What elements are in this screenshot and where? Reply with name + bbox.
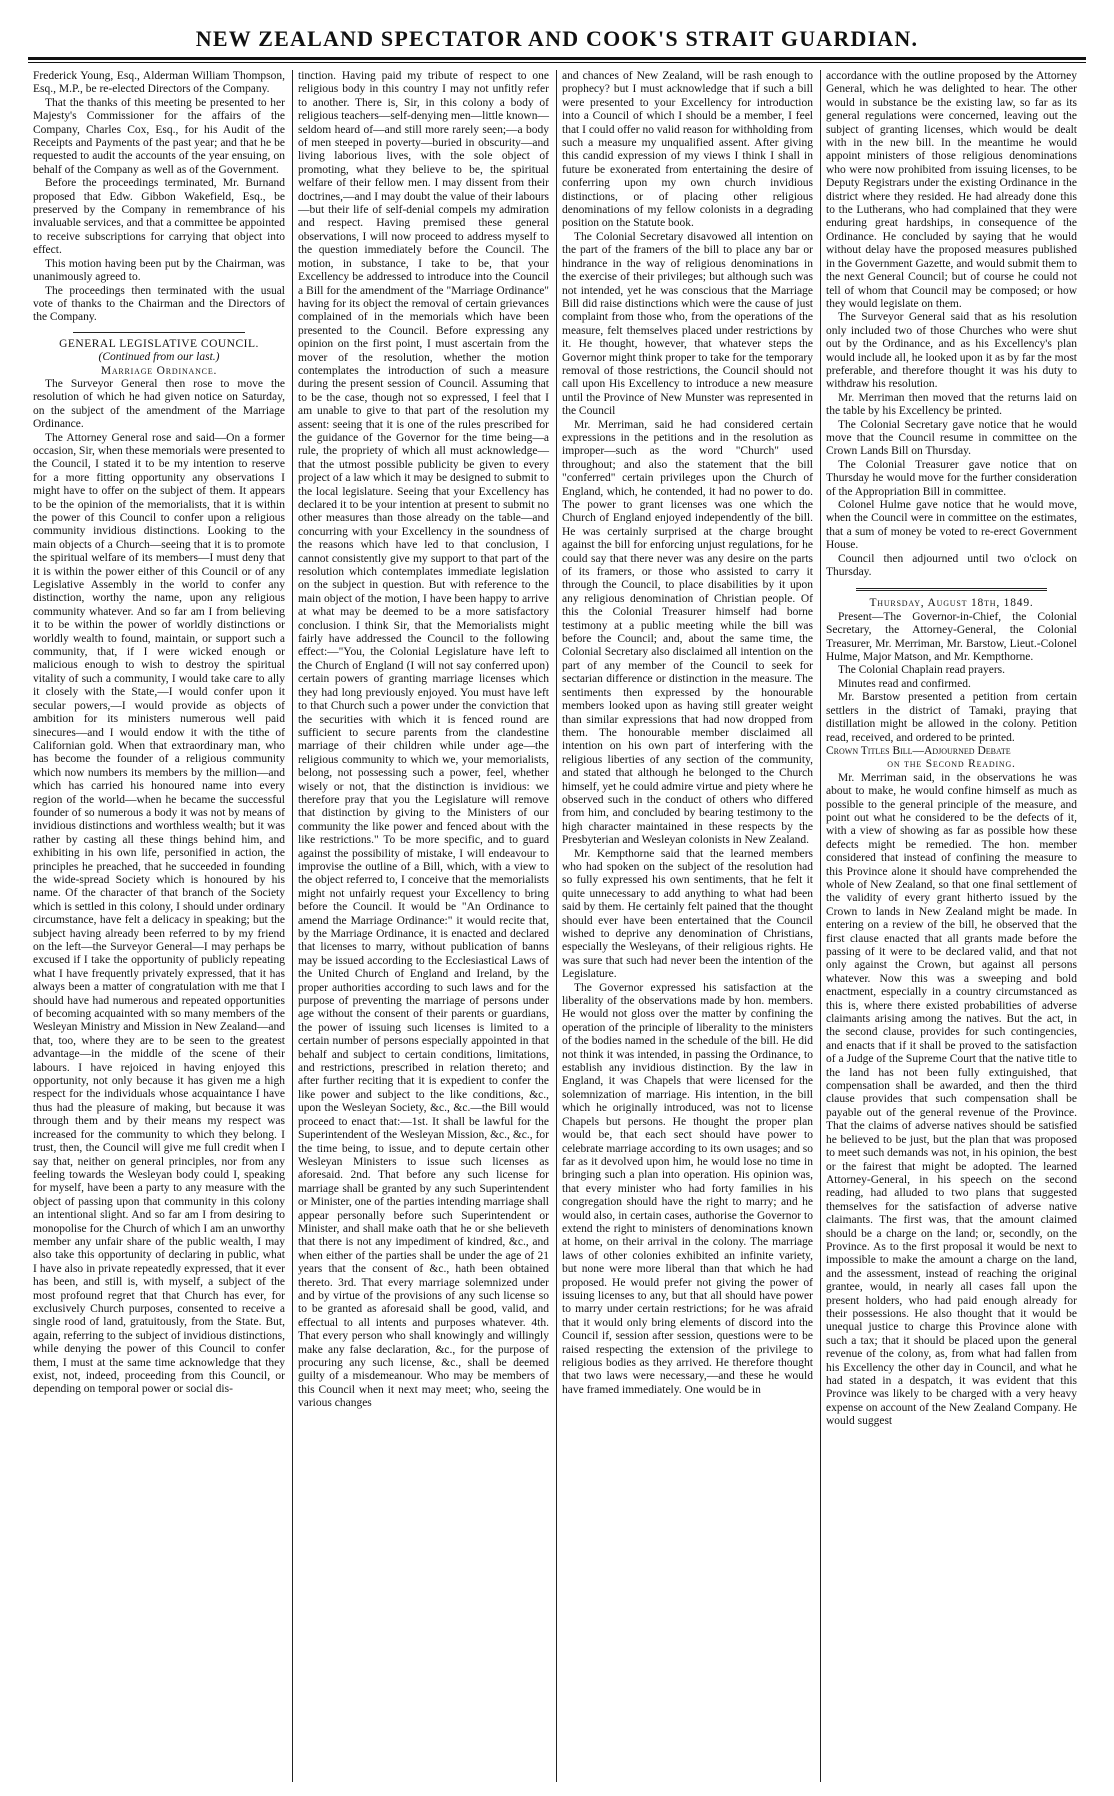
paragraph: Frederick Young, Esq., Alderman William Thompson, Esq., M.P., be re-elected Directors of the Company. — [33, 70, 285, 96]
column-1 — [28, 70, 292, 1782]
paragraph: The Colonial Secretary gave notice that he would move that the Council resume in committee on the Crown Lands Bill on Thursday. — [826, 418, 1077, 458]
paragraph: Minutes read and confirmed. — [838, 677, 971, 690]
paragraph: Mr. Barstow presented a petition from certain settlers in the district of Tamaki, praying that distillation might be allowed in the colony. Petition read, received, and ordered to be printed. — [826, 691, 1077, 744]
column-4-lead-paragraphs — [826, 70, 1077, 579]
paragraph: The Attorney General rose and said—On a former occasion, Sir, when these memorials were presented to the Council, I stated it to be my intention to reserve for a more fitting opportunity any observations I might have to offer on the subject of them. It appears to be the opinion of the memorialists, that it is within the power of this Council to confer upon a religious community invidious distinctions. Looking to the main objects of a Church—seeing that it is to promote the spiritual welfare of its members—I must deny that it is within the power either of this Council or of any Legislative Assembly in the world to confer any distinction, worthy the name, upon any religious community whatever. And so far am I from believing it to be within the power of worldly distinctions or worldly wealth to found, maintain, or support such a community, that, if I were wicked enough or malicious enough to wish to destroy the spiritual vitality of such a community, I would take care to ally it closely with the State,—I would confer upon it secular powers,—I would provide as objects of ambition for its ministers numerous well paid sinecures—and I would endow it with the tithe of Californian gold. When that extraordinary man, who has become the founder of a religious community which now numbers its members by the million—and which has carried his honoured name into every region of the world—when he became the successful founder of so numerous a body it was not by means of invidious distinctions and worthless wealth; but it was rather by casting all these things behind him, and exhibiting in his own life, personified in action, the principles he preached, that he succeeded in founding the wide-spread Society which is honoured by his name. Of the character of that branch of the Society which is settled in this colony, I should under ordinary circumstance, have felt a delicacy in speaking; but the subject having already been referred to by my friend on the left—the Surveyor General—I may perhaps be excused if I take the opportunity of publicly repeating what I have frequently privately expressed, that it has always been a matter of congratulation with me that I should have had numerous and repeated opportunities of becoming acquainted with so many members of the Wesleyan Ministry and Mission in New Zealand—and that, too, where they are to be seen to the greatest advantage—in the middle of the scene of their labours. I have rejoiced in having enjoyed this opportunity, not only because it has given me a high respect for the individuals whose acquaintance I have thus had the pleasure of making, but because it was through them and by their means my respect was increased for the community to which they belong. I trust, then, the Council will give me full credit when I say that, neither on general principles, nor from any feeling towards the Wesleyan body could I, speaking for myself, have been a party to any measure with the object of passing upon that community in this colony an intentional slight. And so far am I from desiring to monopolise for the Church of which I am an unworthy member any unfair share of the public wealth, I may also take this opportunity of declaring in public, what I have also in private repeatedly expressed, that it ever has been, and still is, with myself, a subject of the most profound regret that that Church has ever, for exclusively Church purposes, consented to receive a single rood of land, gratuitously, from the State. But, again, referring to the subject of invidious distinctions, while denying the power of this Council to confer them, I must at the same time acknowledge that they exist, not, indeed, proceeding from this Council, or depending on temporal power or social dis- — [33, 431, 285, 1396]
masthead-title: NEW ZEALAND SPECTATOR AND COOK'S STRAIT GUARDIAN. — [195, 26, 919, 51]
paragraph: Mr. Merriman then moved that the returns laid on the table by his Excellency be printed. — [826, 391, 1077, 418]
masthead-rule-thick — [28, 57, 1086, 60]
paragraph: Council then adjourned until two o'clock on Thursday. — [826, 552, 1077, 579]
paragraph: Present—The Governor-in-Chief, the Colonial Secretary, the Attorney-General, the Colonial Treasurer, Mr. Merriman, Mr. Barstow, Lieut.-Colonel Hulme, Major Matson, and Mr. Kempthorne. — [826, 610, 1077, 664]
column-2 — [292, 70, 556, 1782]
paragraph: and chances of New Zealand, will be rash enough to prophecy? but I must acknowledge that if such a bill were presented to your Excellency for introduction into a Council of which I should be a member, I feel that I could offer no valid reason for withholding from such a measure my unqualified assent. After giving this candid expression of my views I think I shall in future be exonerated from entertaining the desire of conferring upon my own church invidious distinctions, or of placing other religious denominations of my fellow colonists in a degrading position on the Statute book. — [562, 70, 813, 230]
column-1-lead-paragraphs — [33, 70, 285, 325]
paragraph: The Colonial Secretary disavowed all intention on the part of the framers of the bill to place any bar or hindrance in the way of religious denominations in the exercise of their privileges; but although such was not intended, yet he was conscious that the Marriage Bill did raise distinctions which were the cause of just complaint from those who, from the operations of the measure, felt themselves placed under restrictions by it. He thought, however, that whatever steps the Governor might think proper to take for the temporary removal of those restrictions, the Council should not call upon His Excellency to introduce a new measure until the Province of New Munster was represented in the Council — [562, 230, 813, 418]
column-4-proceedings — [826, 611, 1077, 745]
newspaper-columns — [28, 70, 1086, 1782]
paragraph: The Colonial Treasurer gave notice that on Thursday he would move for the further consideration of the Appropriation Bill in committee. — [826, 458, 1077, 498]
crown-titles-heading: Crown Titles Bill—Adjourned Debate — [826, 744, 1011, 757]
masthead-rule-thin — [28, 62, 1086, 63]
paragraph: This motion having been put by the Chairman, was unanimously agreed to. — [33, 257, 285, 284]
paragraph: The Surveyor General then rose to move the resolution of which he had given notice on Saturday, on the subject of the amendment of the Marriage Ordinance. — [33, 377, 285, 431]
paragraph: Mr. Merriman said, in the observations he was about to make, he would confine himself as much as possible to the general principle of the measure, and point out what he considered to be the defects of it, with a view of showing as far as possible how these defects might be remedied. The hon. member considered that instead of confining the measure to this Province alone it should have comprehended the whole of New Zealand, so that one final settlement of the validity of every grant hitherto issued by the Crown to lands in New Zealand might be made. In entering on a review of the bill, he observed that the first clause enacted that all grants made before the passing of it were to be declared valid, and that not only against the Crown, but against all persons whatever. Now this was a sweeping and bold enactment, especially in a country circumstanced as this is, where there existed probabilities of adverse claimants arising among the natives. But the act, in the second clause, provides for such contingencies, and enacts that if it shall be proved to the satisfaction of a Judge of the Supreme Court that the native title to the land has not been fully extinguished, that compensation shall be awarded, and then the third clause provides that such compensation shall be payable out of the general revenue of the Province. That the claims of adverse natives should be satisfied he believed to be just, but the plan that was proposed to meet such demands was not, in his opinion, the best or the fairest that might be adopted. The learned Attorney-General, in his speech on the second reading, had alluded to two plans that suggested themselves for the satisfaction of adverse native claimants. The first was, that the amount claimed should be a charge on the land; or, secondly, on the Province. As to the first proposal it would be next to impossible to make the amount a charge on the land, and the assessment, instead of reaching the original grantee, would, in nearly all cases fall upon the present holders, who had paid enough already for their possessions. He also thought that it would be unequal justice to charge this Province alone with such a tax; that it should be placed upon the general revenue of the colony, as, from what had fallen from his Excellency the other day in Council, and what he had stated in a despatch, it was evident that this Province was likely to be charged with a very heavy expense on account of the New Zealand Company. He would suggest — [826, 771, 1077, 1428]
column-4 — [820, 70, 1084, 1782]
section-title: GENERAL LEGISLATIVE COUNCIL. — [59, 337, 259, 350]
paragraph: That the thanks of this meeting be presented to her Majesty's Commissioner for the affairs of the Company, Charles Cox, Esq., for his Audit of the Receipts and Payments of the past year; and that he be requested to audit the accounts of the year ensuing, on behalf of the Company as well as of the Government. — [33, 96, 285, 176]
paragraph: The proceedings then terminated with the usual vote of thanks to the Chairman and the Directors of the Company. — [33, 284, 285, 324]
paragraph: The Colonial Chaplain read prayers. — [838, 664, 1006, 677]
column-4-debate-paragraphs — [826, 772, 1077, 1429]
paragraph: tinction. Having paid my tribute of respect to one religious body in this country I may not unfitly refer to another. There is, Sir, in this colony a body of religious teachers—self-denying men—little known—seldom heard of—and still more rarely seen;—a body of men steeped in poverty—buried in obscurity—and living laborious lives, with the sole object of promoting, what they believe to be, the spiritual welfare of their fellow men. I may dissent from their doctrines,—and I may doubt the value of their labours—but their life of self-denial compels my admiration and respect. Having premised these general observations, I will now proceed to address myself to the question immediately before the Council. The motion, in substance, I take to be, that your Excellency be addressed to introduce into the Council a Bill for the amendment of the "Marriage Ordinance" having for its object the removal of certain grievances complained of in the memorials which have been presented to the Council. Before expressing any opinion on the first point, I must ascertain from the mover of the resolution, whether the motion contemplates the introduction of such a measure during the present session of Council. Assuming that to be the case, though not so expressed, I feel that I am unable to give to that part of the resolution my assent: seeing that it is one of the rules prescribed for the guidance of the Governor for the time being—a rule, the propriety of which all must acknowledge—that the utmost possible publicity be given to every project of a law which it may be designed to submit to the local legislature. Seeing that your Excellency has declared it to be your intention at present to submit no other measures than those already on the table—and concurring with your Excellency in the soundness of the reasons which have led to that conclusion, I cannot consistently give my support to that part of the resolution which contemplates immediate legislation on the subject in question. But with reference to the main object of the motion, I have been happy to arrive at what may be deemed to be a more satisfactory conclusion. I think Sir, that the Memorialists might fairly have addressed the Council to the following effect:—"You, the Colonial Legislature have left to the Church of England (I will not say conferred upon) certain powers of granting marriage licenses which they had long previously enjoyed. You must have left to that Church such a power under the conviction that the securities with which it is fenced round are sufficient to secure parents from the clandestine marriage of their children while under age—the religious community to which we, your memorialists, belong, not possessing such a power, feel, whether wisely or not, that the distinction is invidious: we therefore pray that you the Legislature will remove that distinction by giving to the Ministers of our community the like power and fenced about with the like restrictions." To be more specific, and to guard against the possibility of mistake, I will endeavour to improvise the outline of a Bill, which, with a view to the object referred to, I conceive that the memorialists might not unfairly request your Excellency to bring before the Council. It would be "An Ordinance to amend the Marriage Ordinance:" it would recite that, by the Marriage Ordinance, it is enacted and declared that licenses to marry, without publication of banns may be issued according to the Ecclesiastical Laws of the United Church of England and Ireland, by the proper authorities according to such laws and for the purpose of preventing the marriage of persons under age without the consent of their parents or guardians, the power of issuing such licenses is limited to a certain number of persons especially appointed in that behalf and subject to certain conditions, limitations, and restrictions, prescribed in relation thereto; and after further reciting that it is expedient to confer the like power and subject to the like conditions, &c., upon the Wesleyan Society, &c., &c.—the Bill would proceed to enact that:—1st. It shall be lawful for the Superintendent of the Wesleyan Mission, &c., &c., for the time being, to issue, and to depute certain other Wesleyan Ministers to issue such licenses as aforesaid. 2nd. That before any such license for marriage shall be granted by any such Superintendent or Minister, one of the parties intending marriage shall appear personally before such Superintendent or Minister, and shall make oath that he or she believeth that there is not any impediment of kindred, &c., and when either of the parties shall be under the age of 21 years that the consent of &c., hath been obtained thereto. 3rd. That every marriage solemnized under and by virtue of the provisions of any such license so to be granted as aforesaid shall be good, valid, and effectual to all intents and purposes whatever. 4th. That every person who shall knowingly and willingly make any false declaration, &c., for the purpose of procuring any such license, &c., shall be deemed guilty of a misdemeanour. Who may be members of this Council when it next may meet; who, seeing the various changes — [298, 70, 549, 1410]
column-2-paragraphs — [298, 70, 549, 1411]
column-3-paragraphs — [562, 70, 813, 1397]
subsection-title: Marriage Ordinance. — [100, 364, 218, 377]
date-divider — [856, 588, 1047, 591]
date-heading: Thursday, August 18th, 1849. — [869, 597, 1034, 610]
paragraph: Colonel Hulme gave notice that he would move, when the Council were in committee on the estimates, that a sum of money be voted to re-erect Government House. — [826, 499, 1077, 552]
paragraph: Before the proceedings terminated, Mr. Burnand proposed that Edw. Gibbon Wakefield, Esq., be preserved by the Company in remembrance of his invaluable services, and that a committee be appointed to receive subscriptions for carrying that object into effect. — [33, 177, 285, 257]
paragraph: Mr. Merriman, said he had considered certain expressions in the petitions and in the resolution as improper—such as the word "Church" used throughout; and also the statement that the bill "conferred" certain privileges upon the Church of England, which, he contended, it had no power to do. The power to grant licenses was one which the Church of England enjoyed independently of the bill. He was certainly surprised at the charge brought against the bill for enforcing unjust regulations, for he could say that there never was any desire on the parts of its framers, or those who assisted to carry it through the Council, to place disabilities by it upon any religious denomination of Christian people. Of this the Colonial Treasurer himself had borne testimony at a public meeting while the bill was before the Council; and, about the same time, the Colonial Secretary also disclaimed all intention on the part of any member of the Council to seek for sectarian difference or distinction in the measure. The sentiments then expressed by the honourable members looked upon as having still greater weight than similar expressions that had now dropped from them. The honourable member disclaimed all intention on his own part of interfering with the religious liberties of any section of the community, and stated that although he belonged to the Church himself, yet he could admire virtue and piety where he observed such in the conduct of others who differed from him, and concluded by bearing testimony to the high character maintained in these respects by the Presbyterian and Wesleyan colonists in New Zealand. — [562, 418, 813, 847]
paragraph: accordance with the outline proposed by the Attorney General, which he was delighted to hear. The other would in substance be the existing law, so far as its general regulations were concerned, leaving out the subject of granting licenses, which would be dealt with in the new bill. In the meantime he would appoint ministers of those religious denominations who were now prohibited from issuing licenses, to be Deputy Registrars under the existing Ordinance in the district where they resided. He had already done this to the Lutherans, who had complained that they were enduring great hardships, in consequence of the Ordinance. He concluded by saying that he would without delay have the proposed measures published in the Government Gazette, and would submit them to the next General Council; but of course he could not tell of whom that Council may be composed; or how they would legislate on them. — [826, 70, 1077, 310]
paragraph: Mr. Kempthorne said that the learned members who had spoken on the subject of the resolution had so fully expressed his own sentiments, that he felt it quite unnecessary to add anything to what had been said by them. He certainly felt pained that the thought should ever have been entertained that the Council wished to deprive any denomination of Christians, especially the Wesleyans, of their religious rights. He was sure that such had never been the intention of the Legislature. — [562, 847, 813, 981]
column-1-body-paragraphs — [33, 378, 285, 1397]
section-subtitle: (Continued from our last.) — [98, 351, 220, 364]
column-3 — [556, 70, 820, 1782]
crown-titles-subheading: on the Second Reading. — [887, 758, 1016, 771]
paragraph: The Surveyor General said that as his resolution only included two of those Churches who were shut out by the Ordinance, and as his Excellency's plan would include all, he looked upon it as by far the most preferable, and therefore thought it was his duty to withdraw his resolution. — [826, 311, 1077, 391]
paragraph: The Governor expressed his satisfaction at the liberality of the observations made by hon. members. He would not gloss over the matter by confining the operation of the principle of liberality to the ministers of the bodies named in the schedule of the bill. He did not think it was intended, in passing the Ordinance, to establish any invidious distinction. By the law in England, it was Chapels that were licensed for the solemnization of marriage. His intention, in the bill which he originally introduced, was not to license Chapels but persons. He thought the proper plan would be, that each sect should have power to celebrate marriage according to its own usages; and so far as it devolved upon him, he would lose no time in bringing such a plan into operation. His opinion was, that every minister who had forty families in his congregation should have the right to marry; and he would also, in certain cases, authorise the Governor to extend the right to ministers of denominations known at home, on their arrival in the colony. The marriage laws of other colonies exhibited an infinite variety, but none were more liberal than that which he had proposed. He would prefer not giving the power of issuing licenses to any, but that all should have power to marry under certain restrictions; for he was afraid that it would only bring elements of discord into the Council if, session after session, questions were to be raised respecting the extension of the privilege to religious bodies as they arrived. He therefore thought that two laws were necessary,—and these he would have framed immediately. One would be in — [562, 981, 813, 1396]
section-divider — [73, 332, 245, 333]
